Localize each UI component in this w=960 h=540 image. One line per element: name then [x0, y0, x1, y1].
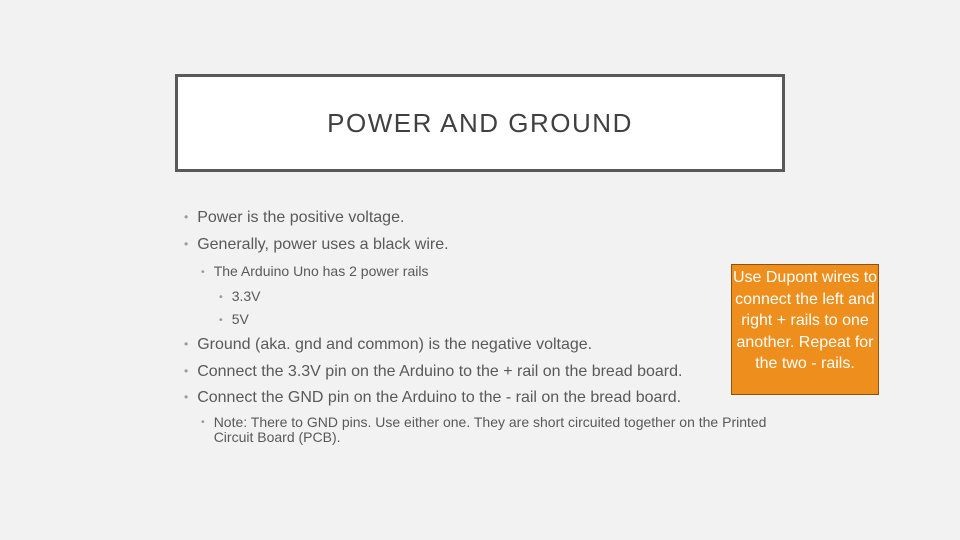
bullet-ground-negative: [184, 336, 592, 354]
bullet-power-wire: [184, 236, 449, 254]
dupont-wires-callout: [731, 264, 879, 395]
bullet-text: 5V: [231, 311, 249, 327]
bullet-dot: •: [201, 416, 205, 428]
bullet-text: 3.3V: [231, 288, 261, 304]
bullet-connect-gnd: [184, 389, 681, 407]
callout-text: Use Dupont wires to connect the left and right + rails to one another. Repeat for the two - rails.: [732, 269, 878, 373]
bullet-text: Connect the GND pin on the Arduino to the - rail on the bread board.: [197, 389, 682, 406]
bullet-dot: •: [184, 237, 189, 251]
bullet-3v3: [219, 288, 261, 304]
bullet-dot: •: [184, 364, 189, 378]
bullet-connect-3v3: [184, 363, 682, 381]
bullet-5v: [219, 311, 249, 327]
bullet-dot: •: [184, 390, 189, 404]
bullet-text: Generally, power uses a black wire.: [197, 236, 449, 253]
bullet-text: Connect the 3.3V pin on the Arduino to the + rail on the bread board.: [197, 363, 683, 380]
bullet-power-rails: [201, 263, 428, 279]
slide-title: POWER AND GROUND: [327, 107, 633, 138]
bullet-text: The Arduino Uno has 2 power rails: [213, 263, 429, 279]
bullet-text: Ground (aka. gnd and common) is the negative voltage.: [197, 336, 593, 353]
bullet-dot: •: [184, 337, 189, 351]
bullet-gnd-note: [201, 415, 781, 445]
bullet-dot: •: [219, 291, 223, 303]
bullet-dot: •: [184, 210, 189, 224]
bullet-dot: •: [219, 314, 223, 326]
title-box: [175, 74, 785, 172]
bullet-text: Power is the positive voltage.: [197, 209, 405, 226]
bullet-text: Note: There to GND pins. Use either one. They are short circuited together on the Printed Circuit Board (PCB).: [213, 414, 767, 445]
bullet-power-positive: [184, 209, 404, 227]
bullet-dot: •: [201, 266, 205, 278]
